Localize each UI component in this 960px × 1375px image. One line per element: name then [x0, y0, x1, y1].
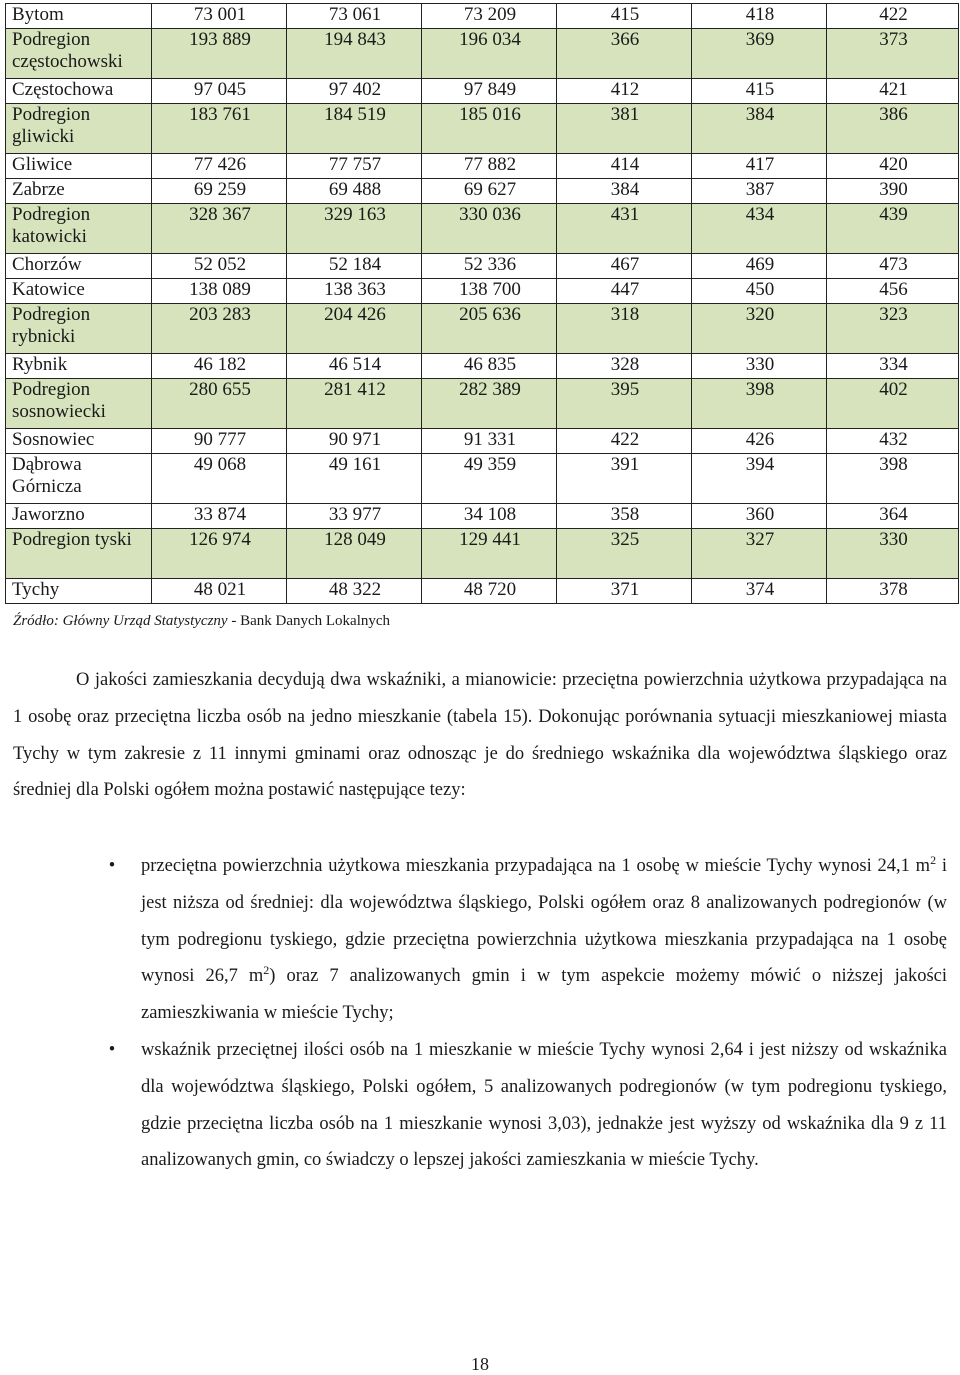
value-cell: 69 488	[287, 179, 422, 204]
value-cell: 469	[692, 254, 827, 279]
value-cell: 390	[827, 179, 959, 204]
value-cell: 46 514	[287, 354, 422, 379]
value-cell: 420	[827, 154, 959, 179]
value-cell: 421	[827, 79, 959, 104]
value-cell: 364	[827, 504, 959, 529]
value-cell: 203 283	[152, 304, 287, 354]
value-cell: 34 108	[422, 504, 557, 529]
table-body	[6, 4, 959, 604]
value-cell: 280 655	[152, 379, 287, 429]
value-cell: 402	[827, 379, 959, 429]
value-cell: 46 835	[422, 354, 557, 379]
bullet-icon: •	[108, 1039, 116, 1060]
value-cell: 69 259	[152, 179, 287, 204]
housing-table	[5, 3, 959, 604]
value-cell: 369	[692, 29, 827, 79]
value-cell: 371	[557, 579, 692, 604]
value-cell: 320	[692, 304, 827, 354]
table-row	[6, 254, 959, 279]
table-row	[6, 204, 959, 254]
value-cell: 90 777	[152, 429, 287, 454]
table-row	[6, 104, 959, 154]
theses-list	[0, 848, 947, 1179]
table-row	[6, 529, 959, 579]
value-cell: 184 519	[287, 104, 422, 154]
value-cell: 128 049	[287, 529, 422, 579]
table-row	[6, 154, 959, 179]
value-cell: 327	[692, 529, 827, 579]
value-cell: 49 359	[422, 454, 557, 504]
value-cell: 73 001	[152, 4, 287, 29]
value-cell: 360	[692, 504, 827, 529]
value-cell: 138 089	[152, 279, 287, 304]
value-cell: 77 882	[422, 154, 557, 179]
value-cell: 73 061	[287, 4, 422, 29]
value-cell: 330 036	[422, 204, 557, 254]
value-cell: 414	[557, 154, 692, 179]
value-cell: 49 161	[287, 454, 422, 504]
row-name-cell: Podregion częstochowski	[6, 29, 152, 79]
source-rest: - Bank Danych Lokalnych	[227, 613, 391, 629]
value-cell: 97 849	[422, 79, 557, 104]
table-row	[6, 304, 959, 354]
value-cell: 48 021	[152, 579, 287, 604]
row-name-cell: Podregion rybnicki	[6, 304, 152, 354]
table-row	[6, 279, 959, 304]
value-cell: 126 974	[152, 529, 287, 579]
bullet-text: i jest niższa od średniej: dla województwa śląskiego, Polski ogółem oraz 8 analizowanych podregionów (w tym podregionu tyskiego, gdzie przeciętna powierzchnia użytkowa mieszkania przypadająca na 1 osobę wynosi 26,7 m	[141, 856, 947, 987]
value-cell: 415	[692, 79, 827, 104]
list-item	[0, 1032, 947, 1179]
value-cell: 91 331	[422, 429, 557, 454]
bullet-text: wskaźnik przeciętnej ilości osób na 1 mieszkanie w mieście Tychy wynosi 2,64 i jest niższy od wskaźnika dla województwa śląskiego, Polski ogółem, 5 analizowanych podregionów (w tym podregionu tyskiego, gdzie przeciętna liczba osób na 1 mieszkanie wynosi 3,03), jednakże jest wyższy od wskaźnika dla 9 z 11 analizowanych gmin, co świadczy o lepszej jakości zamieszkania w mieście Tychy.	[141, 1039, 947, 1171]
table-row	[6, 504, 959, 529]
superscript: 2	[263, 963, 270, 978]
value-cell: 386	[827, 104, 959, 154]
value-cell: 412	[557, 79, 692, 104]
value-cell: 77 757	[287, 154, 422, 179]
row-name-cell: Chorzów	[6, 254, 152, 279]
value-cell: 33 874	[152, 504, 287, 529]
row-name-cell: Podregion katowicki	[6, 204, 152, 254]
value-cell: 417	[692, 154, 827, 179]
table-row	[6, 29, 959, 79]
value-cell: 387	[692, 179, 827, 204]
value-cell: 138 700	[422, 279, 557, 304]
value-cell: 328 367	[152, 204, 287, 254]
value-cell: 381	[557, 104, 692, 154]
row-name-cell: Jaworzno	[6, 504, 152, 529]
value-cell: 138 363	[287, 279, 422, 304]
value-cell: 185 016	[422, 104, 557, 154]
value-cell: 366	[557, 29, 692, 79]
value-cell: 46 182	[152, 354, 287, 379]
value-cell: 432	[827, 429, 959, 454]
row-name-cell: Sosnowiec	[6, 429, 152, 454]
table-row	[6, 79, 959, 104]
intro-paragraph: O jakości zamieszkania decydują dwa wskaźniki, a mianowicie: przeciętna powierzchnia użytkowa przypadająca na 1 osobę oraz przeciętna liczba osób na jedno mieszkanie (tabela 15). Dokonując porównania sytuacji mieszkaniowej miasta Tychy w tym zakresie z 11 innymi gminami oraz odnosząc je do średniego wskaźnika dla województwa śląskiego oraz średniej dla Polski ogółem można postawić następujące tezy:	[13, 670, 947, 801]
value-cell: 77 426	[152, 154, 287, 179]
value-cell: 334	[827, 354, 959, 379]
value-cell: 415	[557, 4, 692, 29]
page-number: 18	[471, 1354, 489, 1374]
row-name-cell: Zabrze	[6, 179, 152, 204]
row-name-cell: Gliwice	[6, 154, 152, 179]
table-row	[6, 354, 959, 379]
value-cell: 431	[557, 204, 692, 254]
value-cell: 193 889	[152, 29, 287, 79]
row-name-cell: Katowice	[6, 279, 152, 304]
value-cell: 282 389	[422, 379, 557, 429]
value-cell: 384	[557, 179, 692, 204]
bullet-icon: •	[108, 856, 116, 876]
bullet-text: ) oraz 7 analizowanych gmin i w tym aspekcie możemy mówić o niższej jakości zamieszkiwania w mieście Tychy;	[141, 966, 947, 1024]
table-row	[6, 579, 959, 604]
value-cell: 49 068	[152, 454, 287, 504]
value-cell: 447	[557, 279, 692, 304]
row-name-cell: Podregion gliwicki	[6, 104, 152, 154]
value-cell: 69 627	[422, 179, 557, 204]
table-row	[6, 179, 959, 204]
row-name-cell: Dąbrowa Górnicza	[6, 454, 152, 504]
value-cell: 418	[692, 4, 827, 29]
body-text	[13, 662, 947, 809]
value-cell: 196 034	[422, 29, 557, 79]
value-cell: 422	[557, 429, 692, 454]
value-cell: 323	[827, 304, 959, 354]
row-name-cell: Bytom	[6, 4, 152, 29]
value-cell: 52 336	[422, 254, 557, 279]
value-cell: 395	[557, 379, 692, 429]
table-row	[6, 429, 959, 454]
value-cell: 194 843	[287, 29, 422, 79]
table-row	[6, 379, 959, 429]
value-cell: 33 977	[287, 504, 422, 529]
value-cell: 330	[827, 529, 959, 579]
value-cell: 281 412	[287, 379, 422, 429]
value-cell: 52 184	[287, 254, 422, 279]
value-cell: 450	[692, 279, 827, 304]
row-name-cell: Podregion sosnowiecki	[6, 379, 152, 429]
value-cell: 325	[557, 529, 692, 579]
value-cell: 48 720	[422, 579, 557, 604]
source-italic: Źródło: Główny Urząd Statystyczny	[13, 613, 228, 629]
value-cell: 73 209	[422, 4, 557, 29]
value-cell: 90 971	[287, 429, 422, 454]
value-cell: 391	[557, 454, 692, 504]
value-cell: 456	[827, 279, 959, 304]
value-cell: 394	[692, 454, 827, 504]
value-cell: 328	[557, 354, 692, 379]
row-name-cell: Tychy	[6, 579, 152, 604]
superscript: 2	[930, 852, 937, 867]
value-cell: 205 636	[422, 304, 557, 354]
value-cell: 398	[827, 454, 959, 504]
value-cell: 204 426	[287, 304, 422, 354]
value-cell: 467	[557, 254, 692, 279]
list-item	[0, 848, 947, 1032]
value-cell: 373	[827, 29, 959, 79]
value-cell: 473	[827, 254, 959, 279]
value-cell: 426	[692, 429, 827, 454]
value-cell: 422	[827, 4, 959, 29]
value-cell: 97 045	[152, 79, 287, 104]
table-row	[6, 4, 959, 29]
value-cell: 398	[692, 379, 827, 429]
row-name-cell: Częstochowa	[6, 79, 152, 104]
bullet-text: przeciętna powierzchnia użytkowa mieszkania przypadająca na 1 osobę w mieście Tychy wynosi 24,1 m	[141, 856, 931, 876]
row-name-cell: Rybnik	[6, 354, 152, 379]
table-row	[6, 454, 959, 504]
value-cell: 358	[557, 504, 692, 529]
value-cell: 330	[692, 354, 827, 379]
value-cell: 384	[692, 104, 827, 154]
value-cell: 434	[692, 204, 827, 254]
value-cell: 378	[827, 579, 959, 604]
value-cell: 374	[692, 579, 827, 604]
value-cell: 52 052	[152, 254, 287, 279]
value-cell: 129 441	[422, 529, 557, 579]
value-cell: 329 163	[287, 204, 422, 254]
value-cell: 439	[827, 204, 959, 254]
value-cell: 97 402	[287, 79, 422, 104]
table-source-note	[13, 611, 390, 631]
value-cell: 183 761	[152, 104, 287, 154]
row-name-cell: Podregion tyski	[6, 529, 152, 579]
value-cell: 318	[557, 304, 692, 354]
value-cell: 48 322	[287, 579, 422, 604]
